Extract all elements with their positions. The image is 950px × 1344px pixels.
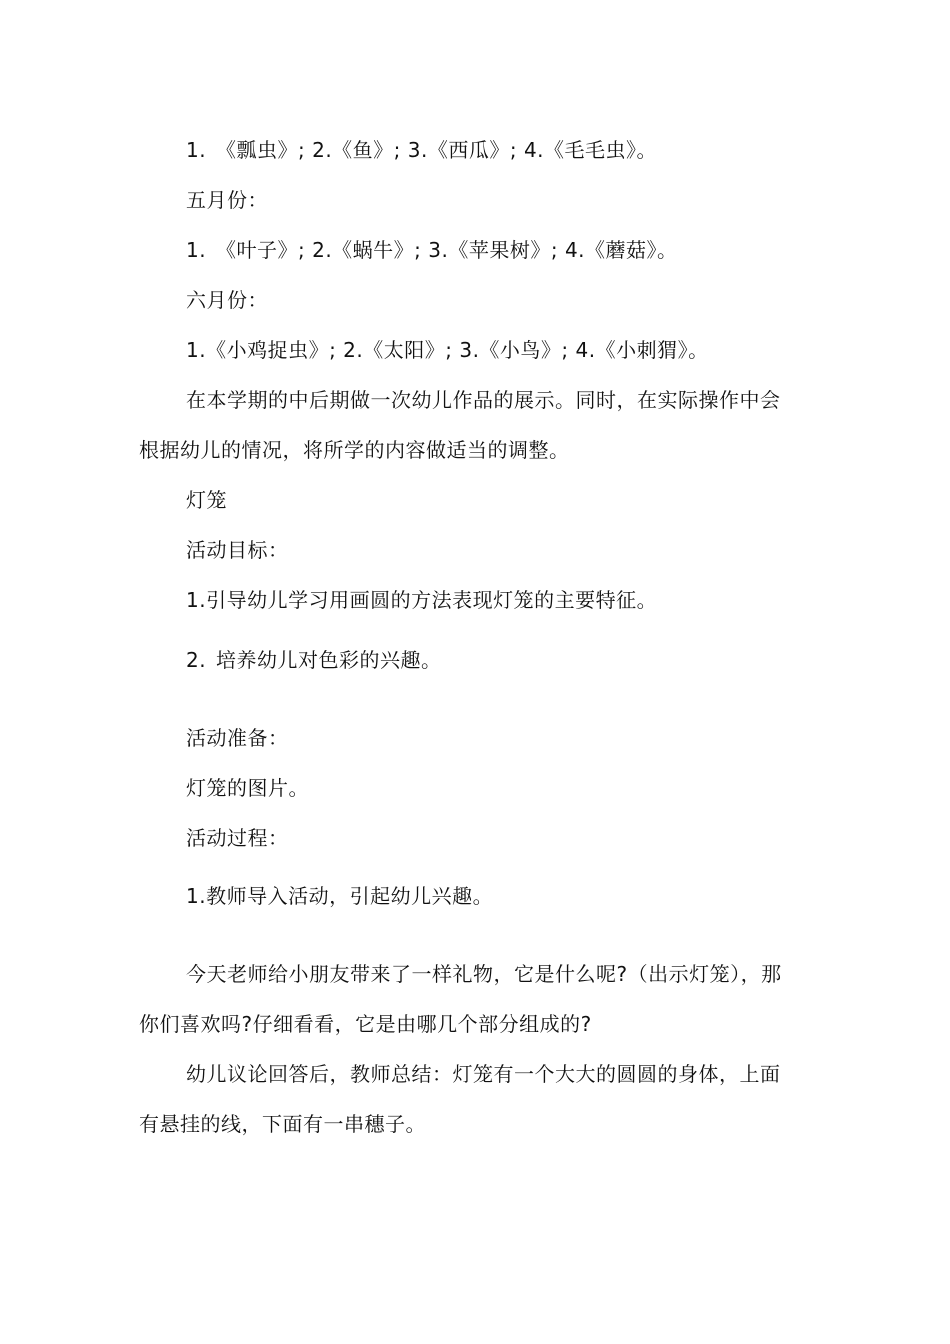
- june-lesson-list: 1.《小鸡捉虫》; 2.《太阳》; 3.《小鸟》; 4.《小刺猬》。: [186, 338, 709, 362]
- lesson-title: 灯笼: [186, 488, 227, 512]
- goal-text: 培养幼儿对色彩的兴趣。: [216, 648, 442, 672]
- june-heading: 六月份：: [186, 288, 268, 312]
- process-heading: 活动过程：: [186, 826, 289, 850]
- prep-heading: 活动准备：: [186, 726, 289, 750]
- dialogue-paragraph-line-1: 今天老师给小朋友带来了一样礼物，它是什么呢?（出示灯笼），那: [186, 962, 782, 986]
- prep-text: 灯笼的图片。: [186, 776, 309, 800]
- process-step-1: 1.教师导入活动，引起幼儿兴趣。: [186, 884, 494, 908]
- summary-paragraph-line-2: 有悬挂的线，下面有一串穗子。: [139, 1112, 426, 1136]
- dialogue-paragraph-line-2: 你们喜欢吗?仔细看看，它是由哪几个部分组成的?: [139, 1012, 592, 1036]
- may-lesson-list: [186, 236, 678, 264]
- exhibit-paragraph-line-2: 根据幼儿的情况，将所学的内容做适当的调整。: [139, 438, 570, 462]
- list-number: 1.: [186, 138, 207, 162]
- summary-paragraph-line-1: 幼儿议论回答后，教师总结：灯笼有一个大大的圆圆的身体，上面: [186, 1062, 781, 1086]
- lesson-items: 《叶子》; 2.《蜗牛》; 3.《苹果树》; 4.《蘑菇》。: [216, 238, 678, 262]
- may-heading: 五月份：: [186, 188, 268, 212]
- list-number: 1.: [186, 238, 207, 262]
- lesson-items: 《瓢虫》; 2.《鱼》; 3.《西瓜》; 4.《毛毛虫》。: [216, 138, 658, 162]
- goals-heading: 活动目标：: [186, 538, 289, 562]
- april-lesson-list: [186, 136, 657, 164]
- list-number: 2.: [186, 648, 207, 672]
- exhibit-paragraph-line-1: 在本学期的中后期做一次幼儿作品的展示。同时，在实际操作中会: [186, 388, 781, 412]
- goal-item-2: [186, 646, 442, 674]
- goal-item-1: 1.引导幼儿学习用画圆的方法表现灯笼的主要特征。: [186, 588, 658, 612]
